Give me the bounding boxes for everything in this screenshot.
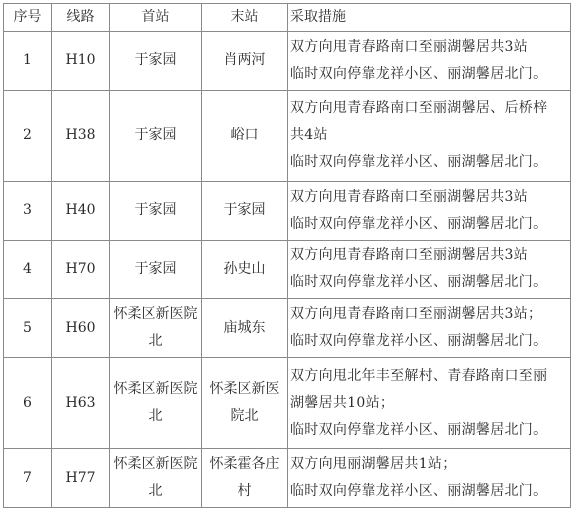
- table-body: [4, 32, 571, 508]
- table-row: [4, 299, 571, 358]
- row-start-station-cell: 于家园: [110, 181, 202, 240]
- measure-text-line: 共4站: [290, 127, 328, 144]
- header-line: 线路: [52, 4, 110, 32]
- row-line-cell: H63: [52, 358, 110, 449]
- row-measure-cell: [288, 240, 571, 299]
- row-end-station-cell: 怀柔霍各庄村: [202, 449, 288, 508]
- row-measure-cell: [288, 299, 571, 358]
- measure-text-line: 双方向甩青春路南口至丽湖馨居共3站: [290, 188, 529, 205]
- table-row: [4, 32, 571, 91]
- table-row: [4, 240, 571, 299]
- measure-text-line: 临时双向停靠龙祥小区、丽湖馨居北门。: [290, 65, 548, 82]
- measure-text-line: 临时双向停靠龙祥小区、丽湖馨居北门。: [290, 483, 548, 500]
- row-no-cell: 6: [4, 358, 52, 449]
- row-end-station-cell: 孙史山: [202, 240, 288, 299]
- row-line-cell: H38: [52, 90, 110, 181]
- measure-text-line: 临时双向停靠龙祥小区、丽湖馨居北门。: [290, 154, 548, 171]
- row-no-cell: 4: [4, 240, 52, 299]
- row-end-station-cell: 肖两河: [202, 32, 288, 91]
- measure-text-line: 双方向甩北年丰至解村、青春路南口至丽: [290, 367, 548, 384]
- row-start-station-cell: 于家园: [110, 32, 202, 91]
- table-row: [4, 181, 571, 240]
- row-measure-cell: [288, 358, 571, 449]
- measure-text-line: 双方向甩青春路南口至丽湖馨居共3站: [290, 247, 529, 264]
- measure-text-line: 双方向甩青春路南口至丽湖馨居共3站；: [290, 306, 543, 323]
- header-measure: 采取措施: [288, 4, 571, 32]
- row-measure-cell: [288, 32, 571, 91]
- row-line-cell: H77: [52, 449, 110, 508]
- measure-text-line: 临时双向停靠龙祥小区、丽湖馨居北门。: [290, 421, 548, 438]
- table-header-row: [4, 4, 571, 32]
- row-end-station-cell: 峪口: [202, 90, 288, 181]
- measure-text-line: 临时双向停靠龙祥小区、丽湖馨居北门。: [290, 215, 548, 232]
- row-measure-cell: [288, 181, 571, 240]
- row-line-cell: H60: [52, 299, 110, 358]
- row-start-station-cell: 于家园: [110, 240, 202, 299]
- row-measure-cell: [288, 449, 571, 508]
- row-no-cell: 1: [4, 32, 52, 91]
- measure-text-line: 双方向甩青春路南口至丽湖馨居共3站: [290, 38, 529, 55]
- row-no-cell: 2: [4, 90, 52, 181]
- row-end-station-cell: 庙城东: [202, 299, 288, 358]
- row-start-station-cell: 于家园: [110, 90, 202, 181]
- bus-route-adjustment-table: [3, 3, 571, 508]
- measure-text-line: 双方向甩青春路南口至丽湖馨居、后桥梓: [290, 100, 548, 117]
- header-no: 序号: [4, 4, 52, 32]
- row-start-station-cell: 怀柔区新医院北: [110, 358, 202, 449]
- row-line-cell: H10: [52, 32, 110, 91]
- header-start-station: 首站: [110, 4, 202, 32]
- measure-text-line: 双方向甩丽湖馨居共1站；: [290, 456, 457, 473]
- row-start-station-cell: 怀柔区新医院北: [110, 299, 202, 358]
- measure-text-line: 湖馨居共10站；: [290, 394, 395, 411]
- measure-text-line: 临时双向停靠龙祥小区、丽湖馨居北门。: [290, 333, 548, 350]
- row-no-cell: 5: [4, 299, 52, 358]
- row-no-cell: 3: [4, 181, 52, 240]
- row-measure-cell: [288, 90, 571, 181]
- table-row: [4, 90, 571, 181]
- header-end-station: 末站: [202, 4, 288, 32]
- row-end-station-cell: 怀柔区新医院北: [202, 358, 288, 449]
- row-line-cell: H40: [52, 181, 110, 240]
- row-start-station-cell: 怀柔区新医院北: [110, 449, 202, 508]
- table-row: [4, 358, 571, 449]
- row-line-cell: H70: [52, 240, 110, 299]
- row-no-cell: 7: [4, 449, 52, 508]
- table-row: [4, 449, 571, 508]
- measure-text-line: 临时双向停靠龙祥小区、丽湖馨居北门。: [290, 274, 548, 291]
- row-end-station-cell: 于家园: [202, 181, 288, 240]
